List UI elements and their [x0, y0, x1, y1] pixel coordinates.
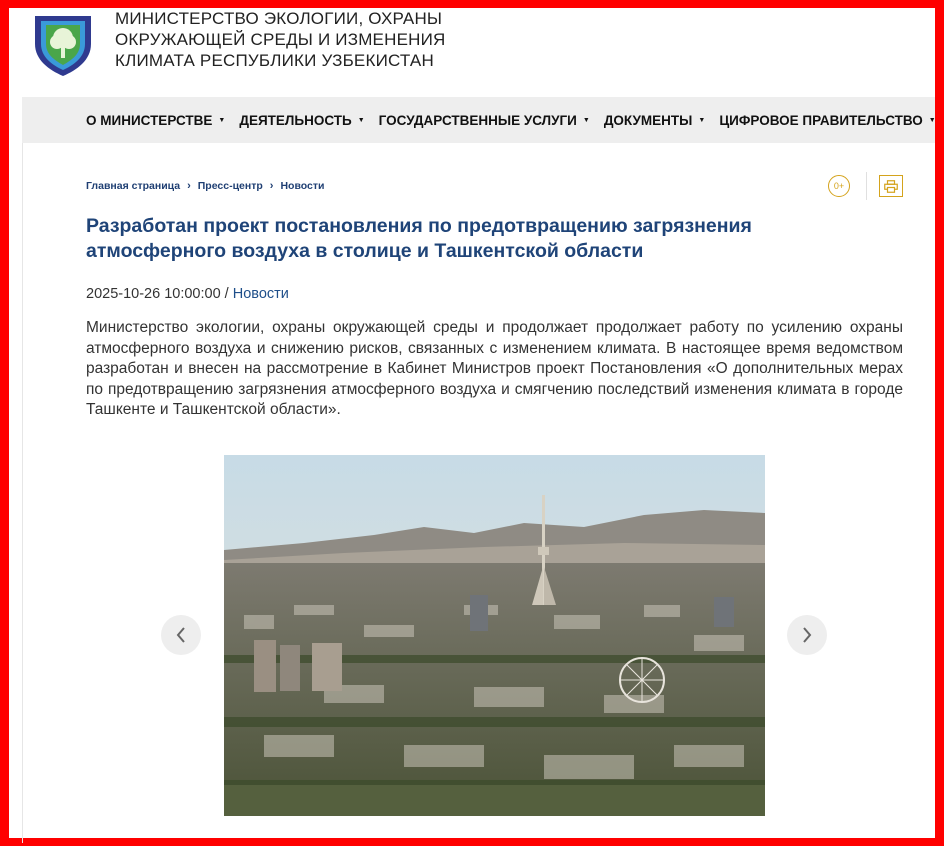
ministry-name-line: ОКРУЖАЮЩЕЙ СРЕДЫ И ИЗМЕНЕНИЯ: [115, 30, 446, 49]
nav-item-digital-government[interactable]: [719, 113, 935, 128]
age-rating-badge: 0+: [828, 175, 850, 197]
gallery-prev-button[interactable]: [161, 615, 201, 655]
nav-item-label: ЦИФРОВОЕ ПРАВИТЕЛЬСТВО: [719, 112, 923, 128]
nav-item-activity[interactable]: [239, 113, 364, 128]
breadcrumb-news[interactable]: Новости: [280, 180, 325, 192]
nav-item-services[interactable]: [379, 113, 590, 128]
print-button[interactable]: [879, 175, 903, 197]
article-category-link[interactable]: Новости: [232, 286, 289, 302]
main-nav: [22, 97, 935, 143]
nav-item-label: ДЕЯТЕЛЬНОСТЬ: [239, 112, 352, 128]
article-date: 2025-10-26 10:00:00: [86, 286, 221, 302]
printer-icon: [884, 180, 898, 193]
breadcrumb-home[interactable]: Главная страница: [86, 180, 181, 192]
divider: [866, 172, 867, 200]
article-meta: [86, 286, 289, 302]
article-photo: [224, 455, 765, 816]
caret-down-icon: ▼: [357, 116, 365, 124]
nav-item-label: О МИНИСТЕРСТВЕ: [86, 112, 213, 128]
gallery-next-button[interactable]: [787, 615, 827, 655]
chevron-left-icon: [175, 626, 187, 644]
nav-item-documents[interactable]: [604, 113, 706, 128]
chevron-right-icon: [801, 626, 813, 644]
ministry-name-line: КЛИМАТА РЕСПУБЛИКИ УЗБЕКИСТАН: [115, 51, 434, 70]
breadcrumb: [86, 180, 324, 192]
nav-item-about[interactable]: [86, 113, 225, 128]
nav-item-label: ГОСУДАРСТВЕННЫЕ УСЛУГИ: [378, 112, 577, 128]
caret-down-icon: ▼: [698, 116, 706, 124]
chevron-right-icon: ›: [187, 180, 191, 192]
ministry-name[interactable]: [115, 8, 445, 71]
caret-down-icon: ▼: [218, 116, 226, 124]
caret-down-icon: ▼: [928, 116, 936, 124]
meta-separator: /: [220, 286, 233, 302]
content-border: [22, 143, 23, 843]
nav-item-label: ДОКУМЕНТЫ: [603, 112, 693, 128]
page: [9, 8, 935, 838]
breadcrumb-press-center[interactable]: Пресс-центр: [197, 180, 263, 192]
article-title: Разработан проект постановления по предотвращению загрязнения атмосферного воздуха в столице и Ташкентской области: [86, 215, 752, 262]
caret-down-icon: ▼: [582, 116, 590, 124]
ministry-logo[interactable]: [29, 10, 97, 78]
article-body: Министерство экологии, охраны окружающей среды и продолжает продолжает работу по усилению охраны атмосферного воздуха и снижению рисков, связанных с изменением климата. В настоящее время ведомством разработан и внесен на рассмотрение в Кабинет Министров проект Постановления «О дополнительных мерах по предотвращению загрязнения атмосферного воздуха и смягчению последствий изменения климата в городе Ташкенте и Ташкентской области».: [86, 319, 903, 418]
chevron-right-icon: ›: [269, 180, 274, 192]
ministry-name-line: МИНИСТЕРСТВО ЭКОЛОГИИ, ОХРАНЫ: [115, 9, 443, 28]
